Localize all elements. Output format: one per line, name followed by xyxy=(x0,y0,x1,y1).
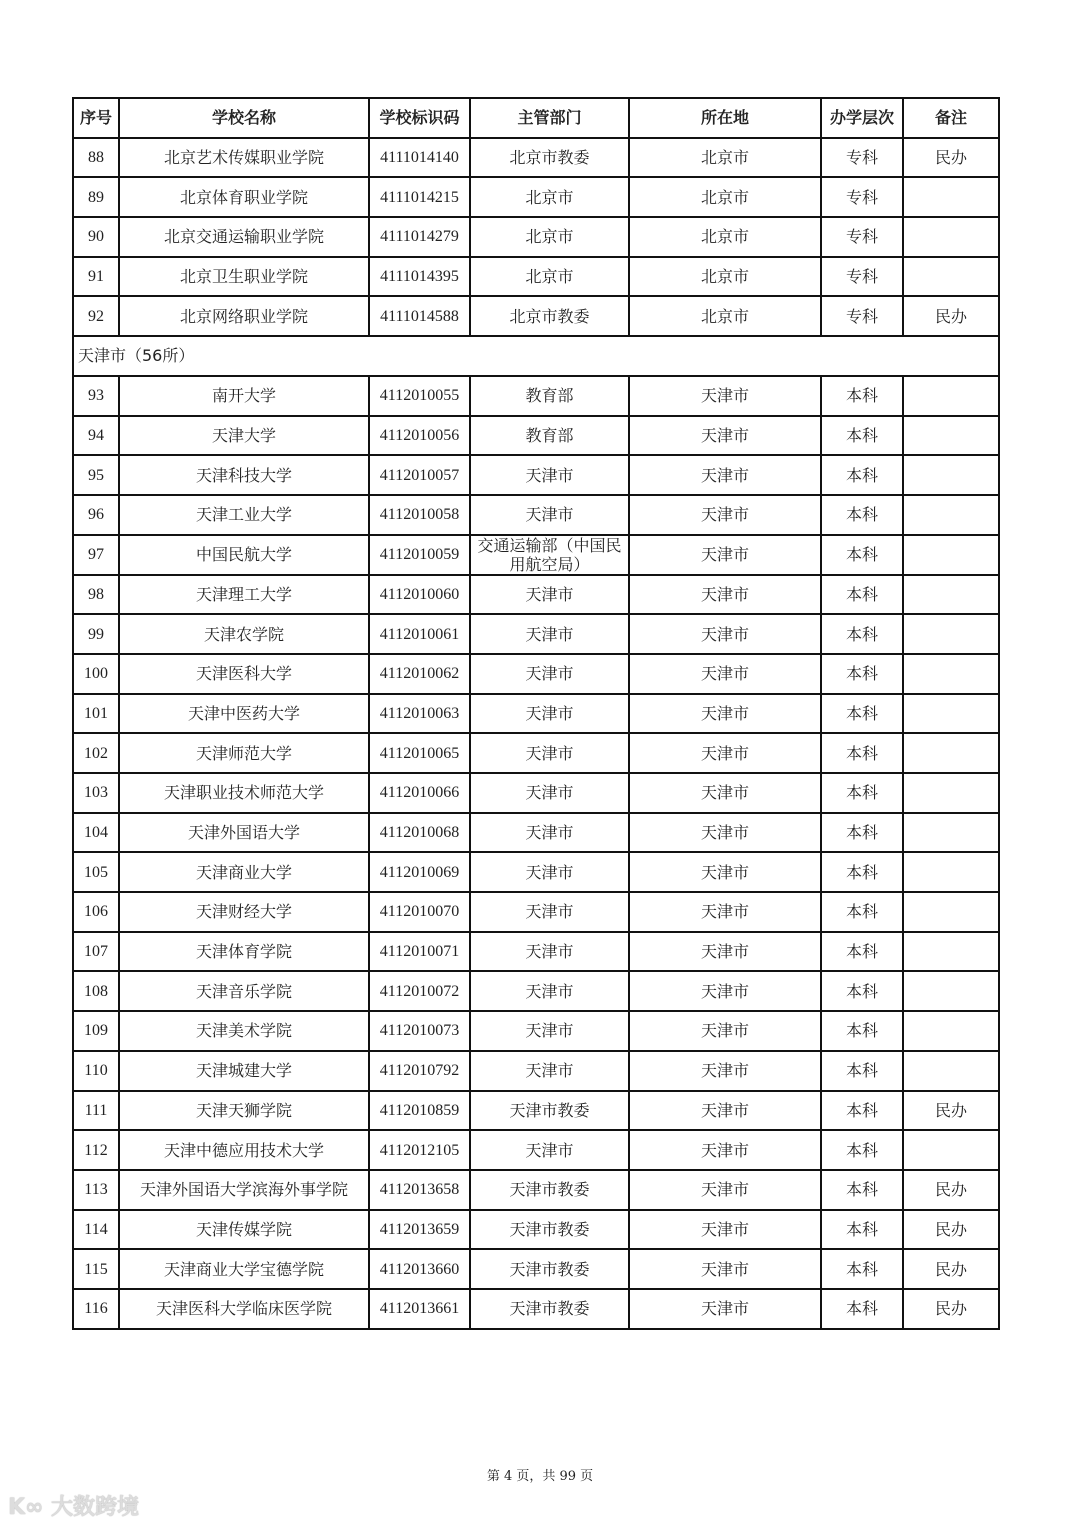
cell-department: 天津市教委 xyxy=(470,1289,629,1329)
header-department: 主管部门 xyxy=(470,98,629,138)
table-row xyxy=(73,892,999,932)
cell-department: 天津市 xyxy=(470,654,629,694)
cell-school-name: 天津工业大学 xyxy=(119,495,369,535)
cell-location: 天津市 xyxy=(629,1011,821,1051)
section-row xyxy=(73,336,999,376)
cell-location: 天津市 xyxy=(629,773,821,813)
cell-level: 本科 xyxy=(821,932,903,972)
table-row xyxy=(73,654,999,694)
cell-school-code: 4112010056 xyxy=(369,416,470,456)
cell-department: 天津市 xyxy=(470,694,629,734)
cell-school-code: 4112010063 xyxy=(369,694,470,734)
cell-level: 本科 xyxy=(821,575,903,615)
table-row xyxy=(73,1051,999,1091)
cell-index: 107 xyxy=(73,932,119,972)
cell-school-code: 4112010068 xyxy=(369,813,470,853)
cell-note xyxy=(903,694,999,734)
cell-note xyxy=(903,773,999,813)
cell-level: 本科 xyxy=(821,1210,903,1250)
table-row xyxy=(73,852,999,892)
cell-school-code: 4112013661 xyxy=(369,1289,470,1329)
cell-note xyxy=(903,1051,999,1091)
cell-school-code: 4112010058 xyxy=(369,495,470,535)
cell-department: 天津市 xyxy=(470,852,629,892)
cell-school-name: 天津医科大学 xyxy=(119,654,369,694)
cell-department: 天津市 xyxy=(470,773,629,813)
cell-level: 本科 xyxy=(821,1051,903,1091)
cell-index: 115 xyxy=(73,1249,119,1289)
section-title: 天津市（56所） xyxy=(73,336,999,376)
cell-school-name: 天津城建大学 xyxy=(119,1051,369,1091)
cell-school-code: 4112013658 xyxy=(369,1170,470,1210)
cell-note xyxy=(903,654,999,694)
cell-school-name: 北京艺术传媒职业学院 xyxy=(119,138,369,178)
cell-level: 本科 xyxy=(821,376,903,416)
table-row xyxy=(73,138,999,178)
table-row xyxy=(73,1011,999,1051)
table-row xyxy=(73,971,999,1011)
cell-note xyxy=(903,892,999,932)
cell-index: 100 xyxy=(73,654,119,694)
cell-school-code: 4111014279 xyxy=(369,217,470,257)
cell-school-code: 4112010070 xyxy=(369,892,470,932)
table-row xyxy=(73,733,999,773)
cell-index: 95 xyxy=(73,455,119,495)
cell-index: 104 xyxy=(73,813,119,853)
cell-school-name: 天津中德应用技术大学 xyxy=(119,1130,369,1170)
cell-school-name: 天津医科大学临床医学院 xyxy=(119,1289,369,1329)
cell-level: 本科 xyxy=(821,1011,903,1051)
cell-level: 本科 xyxy=(821,416,903,456)
cell-note xyxy=(903,257,999,297)
cell-location: 天津市 xyxy=(629,654,821,694)
cell-index: 90 xyxy=(73,217,119,257)
cell-school-code: 4111014395 xyxy=(369,257,470,297)
cell-department: 交通运输部（中国民用航空局） xyxy=(470,535,629,575)
cell-note xyxy=(903,217,999,257)
cell-level: 本科 xyxy=(821,1091,903,1131)
cell-location: 天津市 xyxy=(629,495,821,535)
cell-note xyxy=(903,376,999,416)
cell-level: 本科 xyxy=(821,971,903,1011)
cell-location: 天津市 xyxy=(629,1249,821,1289)
cell-school-name: 天津体育学院 xyxy=(119,932,369,972)
table-row xyxy=(73,575,999,615)
cell-location: 天津市 xyxy=(629,614,821,654)
cell-level: 专科 xyxy=(821,257,903,297)
cell-note: 民办 xyxy=(903,1091,999,1131)
cell-location: 天津市 xyxy=(629,416,821,456)
cell-location: 天津市 xyxy=(629,892,821,932)
cell-school-code: 4112010059 xyxy=(369,535,470,575)
cell-note: 民办 xyxy=(903,1170,999,1210)
cell-location: 天津市 xyxy=(629,852,821,892)
cell-note xyxy=(903,733,999,773)
cell-level: 本科 xyxy=(821,1249,903,1289)
cell-school-code: 4112010065 xyxy=(369,733,470,773)
cell-note: 民办 xyxy=(903,296,999,336)
cell-level: 本科 xyxy=(821,614,903,654)
table-row xyxy=(73,1249,999,1289)
table-row xyxy=(73,177,999,217)
cell-note xyxy=(903,177,999,217)
cell-school-name: 天津商业大学 xyxy=(119,852,369,892)
table-row xyxy=(73,1091,999,1131)
cell-note xyxy=(903,1011,999,1051)
cell-school-name: 北京交通运输职业学院 xyxy=(119,217,369,257)
cell-index: 108 xyxy=(73,971,119,1011)
cell-note xyxy=(903,535,999,575)
cell-note xyxy=(903,614,999,654)
cell-level: 本科 xyxy=(821,733,903,773)
cell-department: 天津市 xyxy=(470,495,629,535)
cell-index: 109 xyxy=(73,1011,119,1051)
cell-school-name: 天津师范大学 xyxy=(119,733,369,773)
cell-index: 94 xyxy=(73,416,119,456)
cell-department: 北京市教委 xyxy=(470,138,629,178)
cell-school-code: 4112013660 xyxy=(369,1249,470,1289)
cell-location: 北京市 xyxy=(629,177,821,217)
cell-index: 97 xyxy=(73,535,119,575)
cell-index: 93 xyxy=(73,376,119,416)
cell-school-name: 天津中医药大学 xyxy=(119,694,369,734)
cell-index: 103 xyxy=(73,773,119,813)
cell-school-code: 4112010060 xyxy=(369,575,470,615)
cell-index: 111 xyxy=(73,1091,119,1131)
cell-index: 89 xyxy=(73,177,119,217)
cell-location: 天津市 xyxy=(629,455,821,495)
cell-department: 天津市教委 xyxy=(470,1091,629,1131)
cell-school-name: 北京体育职业学院 xyxy=(119,177,369,217)
cell-school-name: 天津大学 xyxy=(119,416,369,456)
cell-level: 专科 xyxy=(821,217,903,257)
cell-index: 88 xyxy=(73,138,119,178)
cell-school-name: 天津外国语大学 xyxy=(119,813,369,853)
cell-index: 106 xyxy=(73,892,119,932)
header-note: 备注 xyxy=(903,98,999,138)
school-table xyxy=(72,97,1000,1330)
cell-department: 天津市 xyxy=(470,1130,629,1170)
cell-department: 天津市 xyxy=(470,813,629,853)
cell-note: 民办 xyxy=(903,1249,999,1289)
cell-school-code: 4111014140 xyxy=(369,138,470,178)
cell-school-name: 天津职业技术师范大学 xyxy=(119,773,369,813)
cell-school-code: 4112012105 xyxy=(369,1130,470,1170)
cell-department: 天津市 xyxy=(470,932,629,972)
table-row xyxy=(73,773,999,813)
cell-department: 北京市教委 xyxy=(470,296,629,336)
cell-school-code: 4111014215 xyxy=(369,177,470,217)
table-header xyxy=(73,98,999,138)
cell-school-name: 天津商业大学宝德学院 xyxy=(119,1249,369,1289)
cell-department: 天津市 xyxy=(470,892,629,932)
cell-location: 天津市 xyxy=(629,1130,821,1170)
cell-level: 本科 xyxy=(821,694,903,734)
cell-index: 105 xyxy=(73,852,119,892)
cell-note: 民办 xyxy=(903,1289,999,1329)
header-location: 所在地 xyxy=(629,98,821,138)
cell-department: 天津市 xyxy=(470,455,629,495)
cell-school-code: 4112013659 xyxy=(369,1210,470,1250)
cell-school-code: 4112010071 xyxy=(369,932,470,972)
cell-school-name: 天津传媒学院 xyxy=(119,1210,369,1250)
cell-school-code: 4112010057 xyxy=(369,455,470,495)
cell-level: 本科 xyxy=(821,1289,903,1329)
table-row xyxy=(73,813,999,853)
cell-index: 98 xyxy=(73,575,119,615)
cell-school-code: 4111014588 xyxy=(369,296,470,336)
cell-school-name: 天津科技大学 xyxy=(119,455,369,495)
cell-note xyxy=(903,495,999,535)
cell-level: 本科 xyxy=(821,535,903,575)
cell-location: 天津市 xyxy=(629,376,821,416)
table-row xyxy=(73,455,999,495)
cell-school-name: 天津美术学院 xyxy=(119,1011,369,1051)
cell-location: 天津市 xyxy=(629,1210,821,1250)
cell-level: 专科 xyxy=(821,177,903,217)
cell-note: 民办 xyxy=(903,138,999,178)
cell-department: 天津市教委 xyxy=(470,1210,629,1250)
cell-index: 110 xyxy=(73,1051,119,1091)
table-row xyxy=(73,1289,999,1329)
cell-location: 天津市 xyxy=(629,733,821,773)
cell-location: 天津市 xyxy=(629,1091,821,1131)
cell-department: 天津市 xyxy=(470,971,629,1011)
cell-school-code: 4112010055 xyxy=(369,376,470,416)
table-row xyxy=(73,1210,999,1250)
cell-department: 教育部 xyxy=(470,416,629,456)
cell-level: 本科 xyxy=(821,495,903,535)
cell-location: 北京市 xyxy=(629,296,821,336)
cell-school-name: 北京网络职业学院 xyxy=(119,296,369,336)
header-school-code: 学校标识码 xyxy=(369,98,470,138)
cell-department: 天津市 xyxy=(470,575,629,615)
cell-department: 天津市 xyxy=(470,614,629,654)
cell-school-code: 4112010859 xyxy=(369,1091,470,1131)
cell-index: 96 xyxy=(73,495,119,535)
cell-school-code: 4112010073 xyxy=(369,1011,470,1051)
cell-location: 天津市 xyxy=(629,1289,821,1329)
cell-note xyxy=(903,971,999,1011)
cell-school-code: 4112010062 xyxy=(369,654,470,694)
table-row xyxy=(73,257,999,297)
cell-school-name: 北京卫生职业学院 xyxy=(119,257,369,297)
table-row xyxy=(73,614,999,654)
cell-index: 101 xyxy=(73,694,119,734)
cell-index: 92 xyxy=(73,296,119,336)
cell-note xyxy=(903,455,999,495)
cell-location: 天津市 xyxy=(629,1051,821,1091)
cell-department: 教育部 xyxy=(470,376,629,416)
cell-location: 北京市 xyxy=(629,138,821,178)
cell-level: 本科 xyxy=(821,455,903,495)
cell-level: 本科 xyxy=(821,1170,903,1210)
cell-department: 天津市教委 xyxy=(470,1249,629,1289)
cell-index: 99 xyxy=(73,614,119,654)
cell-school-name: 天津理工大学 xyxy=(119,575,369,615)
cell-level: 本科 xyxy=(821,892,903,932)
cell-school-code: 4112010792 xyxy=(369,1051,470,1091)
table-row xyxy=(73,932,999,972)
cell-school-name: 天津农学院 xyxy=(119,614,369,654)
cell-school-name: 天津财经大学 xyxy=(119,892,369,932)
cell-school-name: 中国民航大学 xyxy=(119,535,369,575)
cell-department: 天津市 xyxy=(470,733,629,773)
cell-location: 天津市 xyxy=(629,1170,821,1210)
cell-index: 91 xyxy=(73,257,119,297)
table-row xyxy=(73,535,999,575)
header-school-name: 学校名称 xyxy=(119,98,369,138)
cell-note: 民办 xyxy=(903,1210,999,1250)
cell-note xyxy=(903,852,999,892)
cell-level: 本科 xyxy=(821,654,903,694)
cell-department: 天津市教委 xyxy=(470,1170,629,1210)
cell-school-code: 4112010061 xyxy=(369,614,470,654)
table-row xyxy=(73,217,999,257)
watermark-logo: K∞ 大数跨境 xyxy=(8,1495,140,1520)
cell-level: 专科 xyxy=(821,296,903,336)
cell-index: 112 xyxy=(73,1130,119,1170)
cell-location: 天津市 xyxy=(629,535,821,575)
cell-school-name: 天津音乐学院 xyxy=(119,971,369,1011)
cell-location: 天津市 xyxy=(629,694,821,734)
cell-location: 天津市 xyxy=(629,575,821,615)
table-row xyxy=(73,1130,999,1170)
cell-location: 北京市 xyxy=(629,257,821,297)
cell-school-code: 4112010069 xyxy=(369,852,470,892)
cell-level: 本科 xyxy=(821,773,903,813)
table-row xyxy=(73,416,999,456)
table-row xyxy=(73,495,999,535)
cell-location: 天津市 xyxy=(629,932,821,972)
page-footer: 第 4 页，共 99 页 xyxy=(486,1469,594,1484)
table-row xyxy=(73,694,999,734)
cell-location: 北京市 xyxy=(629,217,821,257)
cell-school-name: 天津外国语大学滨海外事学院 xyxy=(119,1170,369,1210)
cell-index: 102 xyxy=(73,733,119,773)
cell-school-name: 天津天狮学院 xyxy=(119,1091,369,1131)
cell-location: 天津市 xyxy=(629,813,821,853)
cell-department: 北京市 xyxy=(470,217,629,257)
cell-location: 天津市 xyxy=(629,971,821,1011)
cell-department: 北京市 xyxy=(470,177,629,217)
cell-note xyxy=(903,416,999,456)
cell-index: 116 xyxy=(73,1289,119,1329)
cell-school-code: 4112010066 xyxy=(369,773,470,813)
cell-index: 113 xyxy=(73,1170,119,1210)
cell-note xyxy=(903,1130,999,1170)
table-row xyxy=(73,376,999,416)
cell-level: 专科 xyxy=(821,138,903,178)
cell-index: 114 xyxy=(73,1210,119,1250)
cell-department: 天津市 xyxy=(470,1011,629,1051)
cell-note xyxy=(903,932,999,972)
cell-level: 本科 xyxy=(821,813,903,853)
header-level: 办学层次 xyxy=(821,98,903,138)
header-index: 序号 xyxy=(73,98,119,138)
table-row xyxy=(73,296,999,336)
cell-note xyxy=(903,813,999,853)
cell-level: 本科 xyxy=(821,1130,903,1170)
cell-school-name: 南开大学 xyxy=(119,376,369,416)
cell-school-code: 4112010072 xyxy=(369,971,470,1011)
cell-level: 本科 xyxy=(821,852,903,892)
cell-department: 北京市 xyxy=(470,257,629,297)
table-row xyxy=(73,1170,999,1210)
cell-note xyxy=(903,575,999,615)
cell-department: 天津市 xyxy=(470,1051,629,1091)
